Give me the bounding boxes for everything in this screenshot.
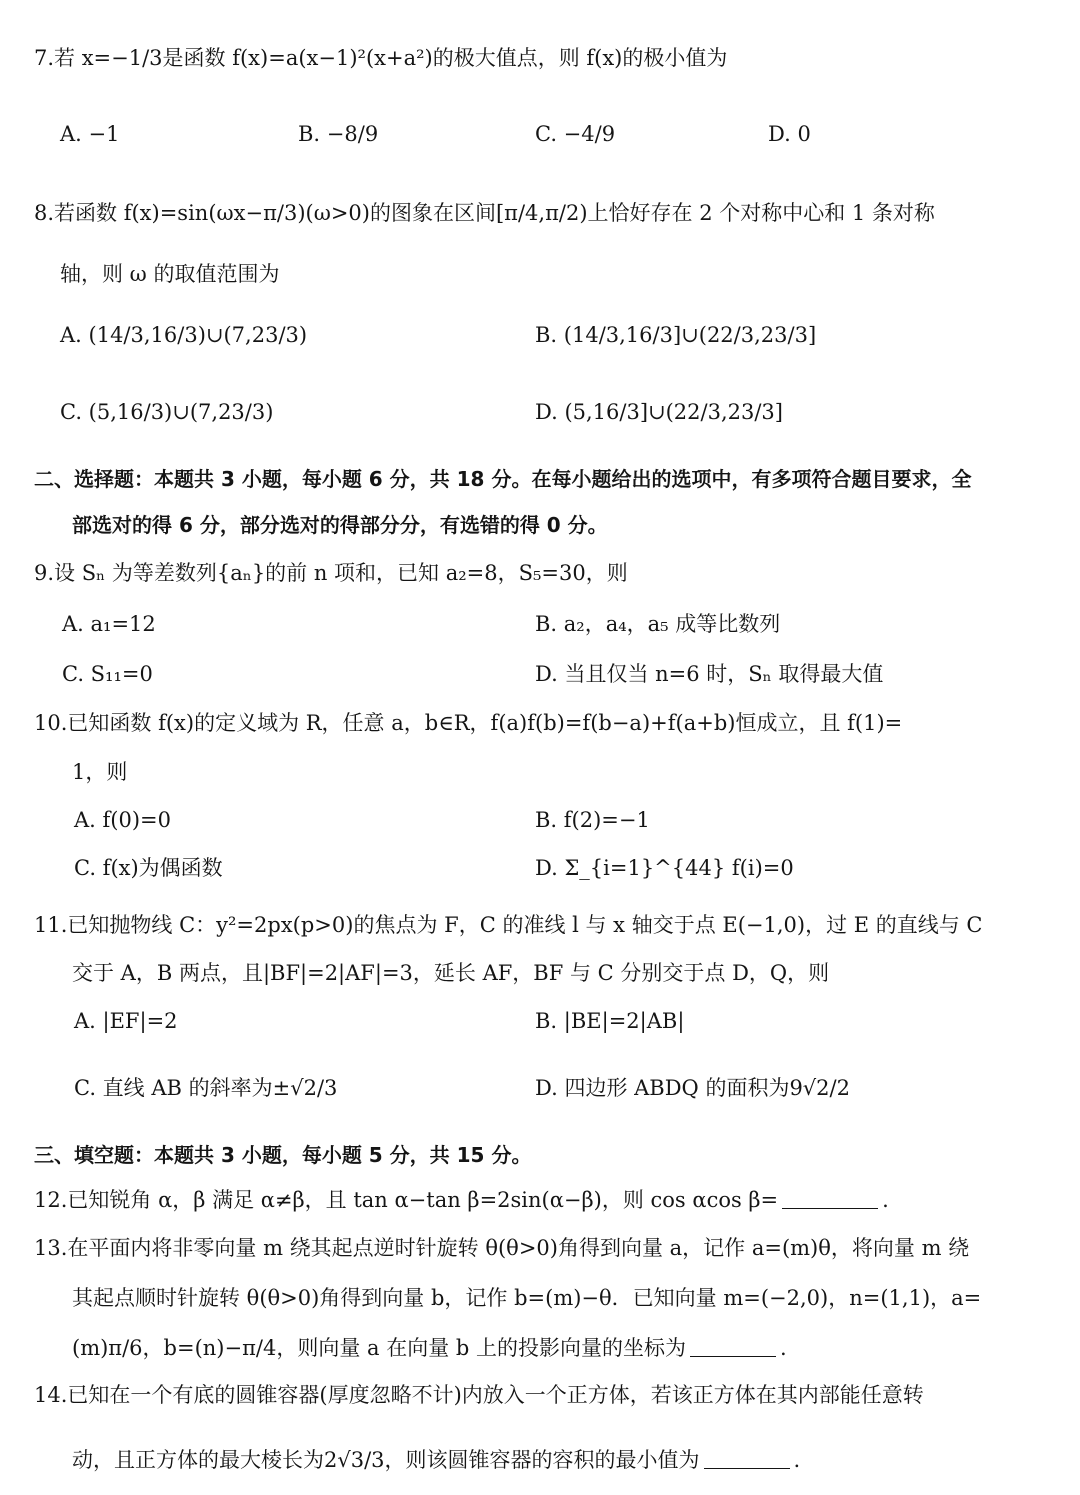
q8-option-c: C. (5,16/3)∪(7,23/3): [60, 400, 274, 424]
q9-option-d: D. 当且仅当 n=6 时，Sₙ 取得最大值: [535, 662, 884, 686]
q11-stem-line1: 11.已知抛物线 C：y²=2px(p>0)的焦点为 F，C 的准线 l 与 x 轴交于点 E(−1,0)，过 E 的直线与 C: [34, 913, 983, 937]
q10-option-d: D. Σ_{i=1}^{44} f(i)=0: [535, 856, 794, 880]
q10-option-a: A. f(0)=0: [74, 808, 171, 832]
q9-option-c: C. S₁₁=0: [62, 662, 153, 686]
q7-option-c: C. −4/9: [535, 122, 616, 146]
q7-option-d: D. 0: [768, 122, 811, 146]
q10-option-c: C. f(x)为偶函数: [74, 856, 223, 880]
q13-line3: (m)π/6，b=(n)−π/4，则向量 a 在向量 b 上的投影向量的坐标为: [72, 1336, 686, 1360]
q8-option-b: B. (14/3,16/3]∪(22/3,23/3]: [535, 323, 817, 347]
q11-option-a: A. |EF|=2: [74, 1009, 178, 1033]
q12-end: .: [882, 1188, 889, 1212]
section2-line1: 二、选择题：本题共 3 小题，每小题 6 分，共 18 分。在每小题给出的选项中，有多项符合题目要求，全: [34, 467, 972, 491]
q13-line3-wrap: [72, 1338, 787, 1359]
q9-stem: 9.设 Sₙ 为等差数列{aₙ}的前 n 项和，已知 a₂=8，S₅=30，则: [34, 561, 628, 585]
q13-line1: 13.在平面内将非零向量 m 绕其起点逆时针旋转 θ(θ>0)角得到向量 a，记作 a=(m)θ，将向量 m 绕: [34, 1236, 970, 1260]
q8-option-d: D. (5,16/3]∪(22/3,23/3]: [535, 400, 783, 424]
q11-stem-line2: 交于 A，B 两点，且|BF|=2|AF|=3，延长 AF，BF 与 C 分别交于点 D，Q，则: [72, 961, 830, 985]
q10-option-b: B. f(2)=−1: [535, 808, 650, 832]
section3-title: 三、填空题：本题共 3 小题，每小题 5 分，共 15 分。: [34, 1143, 532, 1167]
q14-answer-blank[interactable]: [704, 1450, 790, 1469]
q14-end: .: [793, 1448, 801, 1472]
q9-option-a: A. a₁=12: [62, 612, 156, 636]
q12-stem-line: [34, 1190, 889, 1211]
q11-option-d: D. 四边形 ABDQ 的面积为9√2/2: [535, 1076, 850, 1100]
q11-option-c: C. 直线 AB 的斜率为±√2/3: [74, 1076, 338, 1100]
q13-end: .: [779, 1336, 787, 1360]
q7-stem: 7.若 x=−1/3是函数 f(x)=a(x−1)²(x+a²)的极大值点，则 f(x)的极小值为: [34, 46, 728, 70]
q11-option-b: B. |BE|=2|AB|: [535, 1009, 685, 1033]
q13-line2: 其起点顺时针旋转 θ(θ>0)角得到向量 b，记作 b=(m)−θ．已知向量 m=(−2,0)，n=(1,1)，a=: [72, 1286, 982, 1310]
q14-line1: 14.已知在一个有底的圆锥容器(厚度忽略不计)内放入一个正方体，若该正方体在其内部能任意转: [34, 1383, 924, 1407]
q8-stem-line1: 8.若函数 f(x)=sin(ωx−π/3)(ω>0)的图象在区间[π/4,π/2)上恰好存在 2 个对称中心和 1 条对称: [34, 201, 935, 225]
q12-stem: 12.已知锐角 α，β 满足 α≠β，且 tan α−tan β=2sin(α−β)，则 cos αcos β=: [34, 1188, 779, 1212]
q13-answer-blank[interactable]: [690, 1338, 776, 1357]
q7-option-a: A. −1: [60, 122, 120, 146]
q14-line2: 动，且正方体的最大棱长为2√3/3，则该圆锥容器的容积的最小值为: [72, 1448, 700, 1472]
q14-line2-wrap: [72, 1450, 800, 1471]
section2-line2: 部选对的得 6 分，部分选对的得部分分，有选错的得 0 分。: [72, 513, 608, 537]
q9-option-b: B. a₂，a₄，a₅ 成等比数列: [535, 612, 781, 636]
q7-option-b: B. −8/9: [298, 122, 379, 146]
q12-answer-blank[interactable]: [782, 1190, 878, 1209]
q10-stem-line2: 1，则: [72, 760, 128, 784]
q8-stem-line2: 轴，则 ω 的取值范围为: [60, 262, 280, 286]
q8-option-a: A. (14/3,16/3)∪(7,23/3): [60, 323, 308, 347]
q10-stem-line1: 10.已知函数 f(x)的定义域为 R，任意 a，b∈R，f(a)f(b)=f(b−a)+f(a+b)恒成立，且 f(1)=: [34, 711, 903, 735]
